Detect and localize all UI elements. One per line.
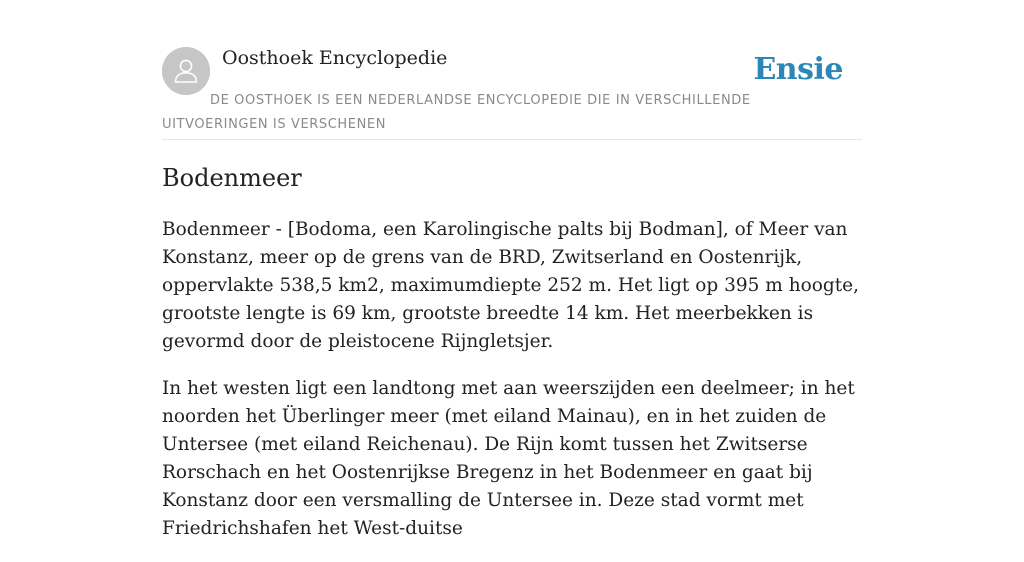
brand-logo[interactable]: Ensie	[753, 52, 843, 87]
article-body	[162, 216, 862, 562]
article-paragraph: In het westen ligt een landtong met aan weerszijden een deelmeer; in het noorden het Überlinger meer (met eiland Mainau), en in het zuiden de Untersee (met eiland Reichenau). De Rijn komt tussen het Zwitserse Rorschach en het Oostenrijkse Bregenz in het Bodenmeer en gaat bij Konstanz door een versmalling de Untersee in. Deze stad vormt met Friedrichshafen het West-duitse	[162, 378, 855, 539]
site-header	[162, 0, 862, 140]
article-title: Bodenmeer	[162, 164, 302, 192]
site-tagline: DE OOSTHOEK IS EEN NEDERLANDSE ENCYCLOPEDIE DIE IN VERSCHILLENDE UITVOERINGEN IS VERSCHENEN	[162, 93, 751, 132]
user-avatar-icon[interactable]	[162, 47, 210, 95]
site-title[interactable]: Oosthoek Encyclopedie	[222, 47, 448, 69]
content-column	[162, 0, 862, 539]
article-paragraph: Bodenmeer - [Bodoma, een Karolingische palts bij Bodman], of Meer van Konstanz, meer op de grens van de BRD, Zwitserland en Oostenrijk, oppervlakte 538,5 km2, maximumdiepte 252 m. Het ligt op 395 m hoogte, grootste lengte is 69 km, grootste breedte 14 km. Het meerbekken is gevormd door de pleistocene Rijngletsjer.	[162, 219, 860, 352]
